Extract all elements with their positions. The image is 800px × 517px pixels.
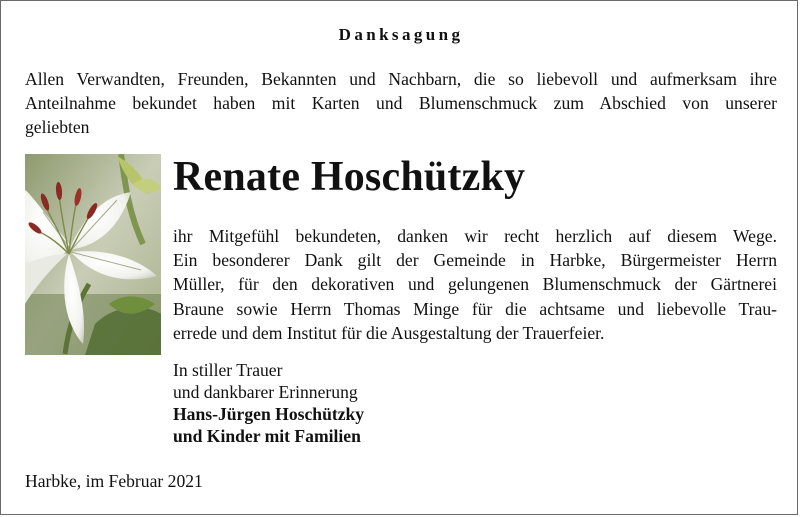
thanks-line: errede und dem Institut für die Ausgestaltung der Trauerfeier.	[173, 322, 605, 343]
white-lily-icon	[25, 154, 161, 355]
thanks-line: Ein besonderer Dank gilt der Gemeinde in Harbke, Bürgermeister Herrn	[173, 250, 777, 271]
thanks-paragraph	[173, 224, 777, 345]
intro-line: Allen Verwandten, Freunden, Bekannten und Nachbarn, die so liebevoll und aufmerksam ihre	[25, 69, 777, 89]
notice-heading: Danksagung	[338, 25, 464, 44]
signoff-line: und dankbarer Erinnerung	[173, 382, 358, 402]
thanks-line: Müller, für den dekorativen und gelungenen Blumenschmuck der Gärtnerei	[173, 274, 777, 295]
place-and-date: Harbke, im Februar 2021	[25, 471, 203, 491]
signer-name: Hans-Jürgen Hoschützky	[173, 404, 365, 424]
deceased-name: Renate Hoschützky	[173, 154, 526, 200]
thanks-line: ihr Mitgefühl bekundeten, danken wir recht herzlich auf diesem Wege.	[173, 226, 777, 246]
intro-paragraph	[25, 67, 777, 139]
intro-line: geliebten	[25, 117, 90, 137]
signer-family: und Kinder mit Familien	[173, 426, 361, 446]
signoff-line: In stiller Trauer	[173, 360, 283, 380]
thanks-line: Braune sowie Herrn Thomas Minge für die achtsame und liebevolle Trau-	[173, 298, 777, 319]
intro-line: Anteilnahme bekundet haben mit Karten und Blumenschmuck zum Abschied von unserer	[25, 93, 777, 113]
signoff-block	[173, 359, 364, 447]
